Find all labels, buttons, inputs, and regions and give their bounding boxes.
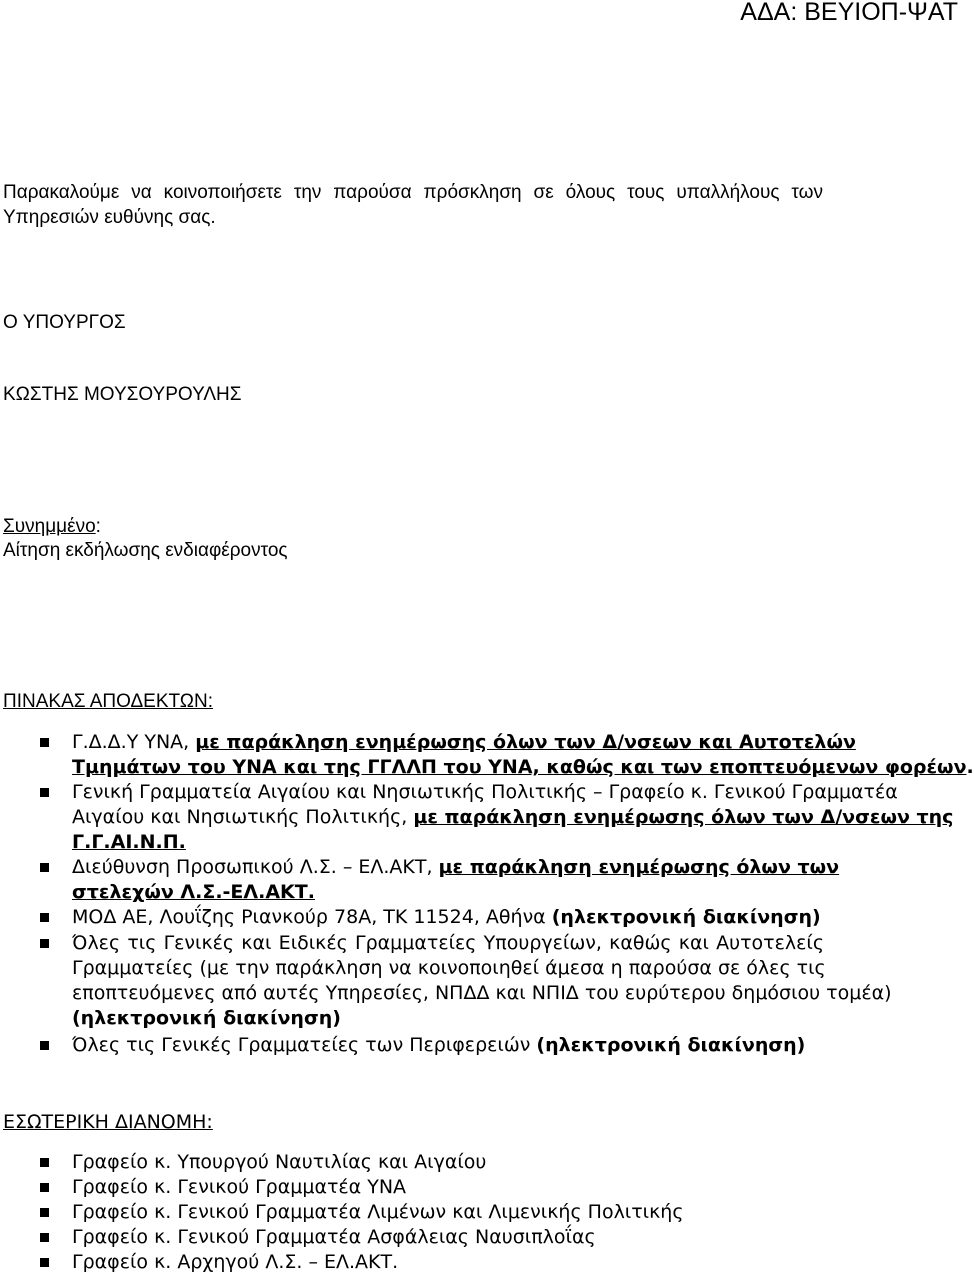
minister-title: Ο ΥΠΟΥΡΓΟΣ [3, 312, 126, 333]
recipient-4-delivery: (ηλεκτρονική διακίνηση) [551, 906, 821, 928]
recipient-1-line-2 [72, 756, 974, 778]
bullet-square-icon [40, 738, 49, 747]
recipient-3-line-2: στελεχών Λ.Σ.-ΕΛ.ΑΚΤ. [72, 881, 315, 903]
intro-line-1: Παρακαλούμε να κοινοποιήσετε την παρούσα πρόσκληση σε όλους τους υπαλλήλους των [3, 182, 823, 203]
recipient-2-line-2 [72, 806, 954, 828]
bullet-square-icon [40, 1183, 49, 1192]
internal-item: Γραφείο κ. Γενικού Γραμματέα Λιμένων και Λιμενικής Πολιτικής [72, 1201, 684, 1223]
bullet-square-icon [40, 1158, 49, 1167]
recipient-2-request: με παράκληση ενημέρωσης όλων των Δ/νσεων της [413, 806, 954, 828]
internal-item: Γραφείο κ. Γενικού Γραμματέα Ασφάλειας Ναυσιπλοΐας [72, 1226, 596, 1248]
recipient-6-line-1 [72, 1034, 805, 1056]
bullet-square-icon [40, 913, 49, 922]
bullet-square-icon [40, 1041, 49, 1050]
recipient-1-line-1 [72, 731, 856, 753]
recipient-4-org: ΜΟΔ ΑΕ, Λουΐζης Ριανκούρ 78Α, ΤΚ 11524, Αθήνα [72, 906, 552, 928]
bullet-square-icon [40, 1258, 49, 1267]
bullet-square-icon [40, 939, 49, 948]
recipient-3-request: με παράκληση ενημέρωσης όλων των [438, 856, 840, 878]
attachment-label-row [3, 516, 101, 538]
recipients-heading: ΠΙΝΑΚΑΣ ΑΠΟΔΕΚΤΩΝ: [3, 691, 213, 712]
internal-item: Γραφείο κ. Γενικού Γραμματέα ΥΝΑ [72, 1176, 407, 1198]
recipient-2-line-1: Γενική Γραμματεία Αιγαίου και Νησιωτικής Πολιτικής – Γραφείο κ. Γενικού Γραμματέα [72, 781, 898, 803]
ada-code: ΑΔΑ: ΒΕΥΙΟΠ-ΨΑΤ [740, 0, 958, 26]
attachment-item: Αίτηση εκδήλωσης ενδιαφέροντος [3, 540, 288, 561]
attachment-colon: : [95, 516, 101, 537]
recipient-2-org: Αιγαίου και Νησιωτικής Πολιτικής, [72, 806, 414, 828]
recipient-1-request: με παράκληση ενημέρωσης όλων των Δ/νσεων και Αυτοτελών [195, 731, 856, 753]
bullet-square-icon [40, 1233, 49, 1242]
recipient-5-line-4: (ηλεκτρονική διακίνηση) [72, 1007, 341, 1029]
attachment-label: Συνημμένο [3, 516, 96, 537]
recipient-2-line-3: Γ.Γ.ΑΙ.Ν.Π. [72, 831, 186, 853]
recipient-1-period: . [966, 756, 974, 778]
recipient-6-delivery: (ηλεκτρονική διακίνηση) [536, 1034, 806, 1056]
recipient-5-line-2: Γραμματείες (με την παράκληση να κοινοποιηθεί άμεσα η παρούσα σε όλες τις [72, 957, 826, 979]
recipient-5-line-1: Όλες τις Γενικές και Ειδικές Γραμματείες Υπουργείων, καθώς και Αυτοτελείς [72, 932, 824, 954]
internal-item: Γραφείο κ. Αρχηγού Λ.Σ. – ΕΛ.ΑΚΤ. [72, 1251, 399, 1273]
internal-item: Γραφείο κ. Υπουργού Ναυτιλίας και Αιγαίου [72, 1151, 487, 1173]
bullet-square-icon [40, 863, 49, 872]
intro-line-2: Υπηρεσιών ευθύνης σας. [3, 207, 216, 228]
bullet-square-icon [40, 788, 49, 797]
internal-heading: ΕΣΩΤΕΡΙΚΗ ΔΙΑΝΟΜΗ: [3, 1111, 213, 1133]
recipient-4-line-1 [72, 906, 821, 928]
recipient-1-org: Γ.Δ.Δ.Υ ΥΝΑ, [72, 731, 196, 753]
minister-name: ΚΩΣΤΗΣ ΜΟΥΣΟΥΡΟΥΛΗΣ [3, 384, 242, 405]
recipient-3-line-1 [72, 856, 840, 878]
recipient-6-org: Όλες τις Γενικές Γραμματείες των Περιφερειών [72, 1034, 537, 1056]
recipient-5-line-3: εποπτευόμενες από αυτές Υπηρεσίες, ΝΠΔΔ και ΝΠΙΔ του ευρύτερου δημόσιου τομέα) [72, 982, 892, 1004]
bullet-square-icon [40, 1208, 49, 1217]
recipient-1-request-cont: Τμημάτων του ΥΝΑ και της ΓΓΛΛΠ του ΥΝΑ, καθώς και των εποπτευόμενων φορέων [72, 756, 967, 778]
recipient-3-org: Διεύθυνση Προσωπικού Λ.Σ. – ΕΛ.ΑΚΤ, [72, 856, 439, 878]
